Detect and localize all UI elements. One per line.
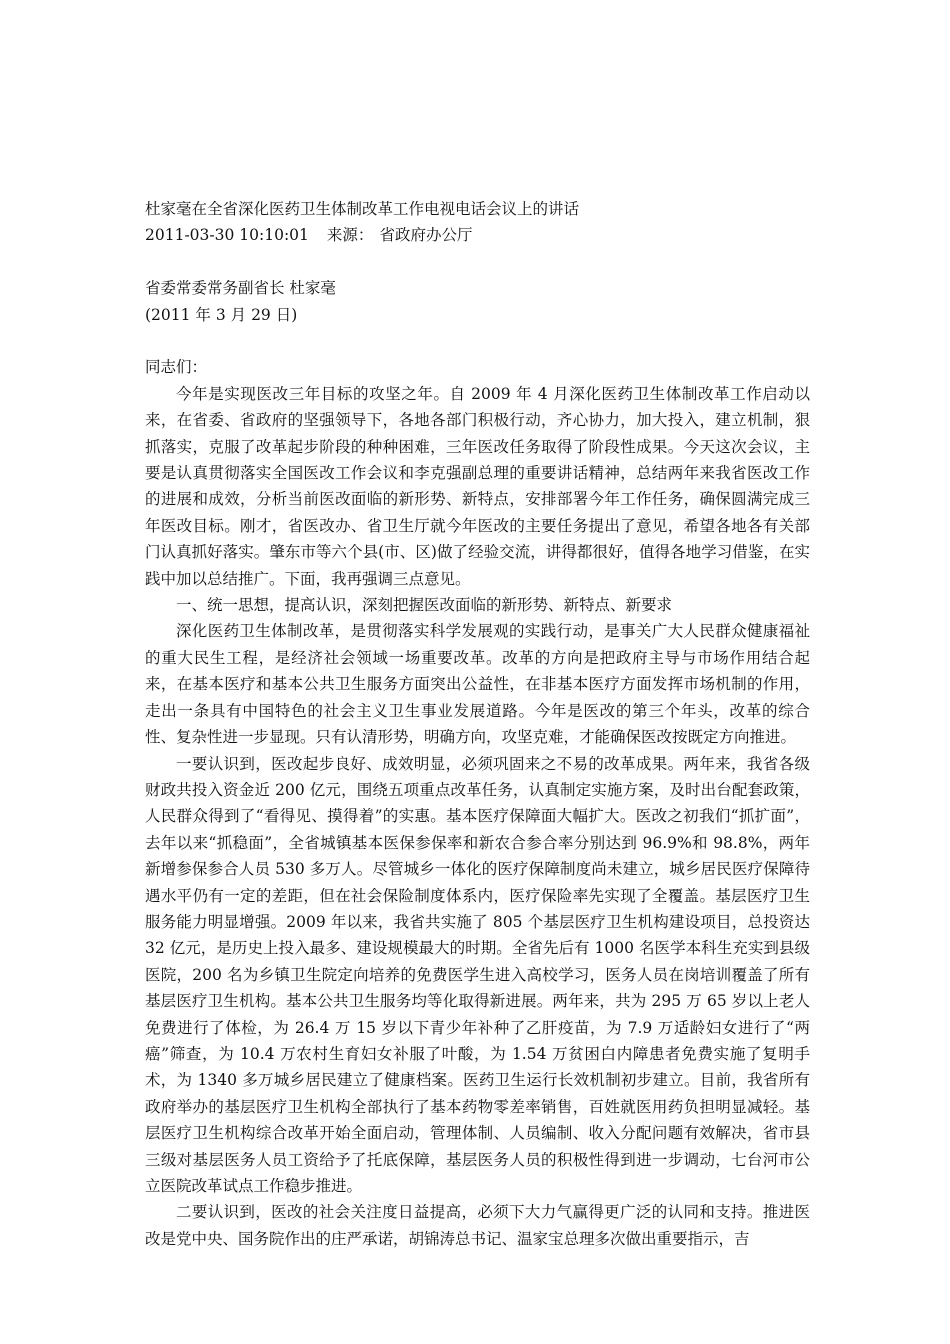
speech-date: (2011 年 3 月 29 日) <box>145 305 298 324</box>
source-value: 省政府办公厅 <box>379 226 473 245</box>
paragraph-reform-meaning: 深化医药卫生体制改革，是贯彻落实科学发展观的实践行动，是事关广大人民群众健康福祉的重大民生工程，是经济社会领域一场重要改革。改革的方向是把政府主导与市场作用结合起来，在基本医疗和基本公共卫生服务方面突出公益性，在非基本医疗方面发挥市场机制的作用，走出一条具有中国特色的社会主义卫生事业发展道路。今年是医改的第三个年头，改革的综合性、复杂性进一步显现。只有认清形势，明确方向，攻坚克难，才能确保医改按既定方向推进。 <box>145 622 810 747</box>
section-heading-1: 一、统一思想，提高认识，深刻把握医改面临的新形势、新特点、新要求 <box>176 596 673 615</box>
document-title: 杜家毫在全省深化医药卫生体制改革工作电视电话会议上的讲话 <box>145 200 580 218</box>
salutation: 同志们： <box>145 358 208 377</box>
document-page <box>145 196 810 1252</box>
document-meta <box>145 222 810 248</box>
speaker-line: 省委常委常务副省长 杜家毫 <box>145 279 336 298</box>
spacer <box>145 249 810 275</box>
source-label: 来源： <box>326 226 374 245</box>
paragraph-intro: 今年是实现医改三年目标的攻坚之年。自 2009 年 4 月深化医药卫生体制改革工作启动以来，在省委、省政府的坚强领导下，各地各部门积极行动，齐心协力，加大投入，建立机制，狠抓落实，克服了改革起步阶段的种种困难，三年医改任务取得了阶段性成果。今天这次会议，主要是认真贯彻落实全国医改工作会议和李克强副总理的重要讲话精神，总结两年来我省医改工作的进展和成效，分析当前医改面临的新形势、新特点，安排部署今年工作任务，确保圆满完成三年医改目标。刚才，省医改办、省卫生厅就今年医改的主要任务提出了意见，希望各地各有关部门认真抓好落实。肇东市等六个县(市、区)做了经验交流，讲得都很好，值得各地学习借鉴，在实践中加以总结推广。下面，我再强调三点意见。 <box>145 384 810 588</box>
publish-datetime: 2011-03-30 10:10:01 <box>145 226 309 245</box>
paragraph-achievements: 一要认识到，医改起步良好、成效明显，必须巩固来之不易的改革成果。两年来，我省各级财政共投入资金近 200 亿元，围绕五项重点改革任务，认真制定实施方案，及时出台配套政策，人民群众得到了“看得见、摸得着”的实惠。基本医疗保障面大幅扩大。医改之初我们“抓扩面”，去年以来“抓稳面”，全省城镇基本医保参保率和新农合参合率分别达到 96.9%和 98.8%，两年新增参保参合人员 530 多万人。尽管城乡一体化的医疗保障制度尚未建立，城乡居民医疗保障待遇水平仍有一定的差距，但在社会保险制度体系内，医疗保险率先实现了全覆盖。基层医疗卫生服务能力明显增强。2009 年以来，我省共实施了 805 个基层医疗卫生机构建设项目，总投资达 32 亿元，是历史上投入最多、建设规模最大的时期。全省先后有 1000 名医学本科生充实到县级医院，200 名为乡镇卫生院定向培养的免费医学生进入高校学习，医务人员在岗培训覆盖了所有基层医疗卫生机构。基本公共卫生服务均等化取得新进展。两年来，共为 295 万 65 岁以上老人免费进行了体检，为 26.4 万 15 岁以下青少年补种了乙肝疫苗，为 7.9 万适龄妇女进行了“两癌”筛查，为 10.4 万农村生育妇女补服了叶酸，为 1.54 万贫困白内障患者免费实施了复明手术，为 1340 多万城乡居民建立了健康档案。医药卫生运行长效机制初步建立。目前，我省所有政府举办的基层医疗卫生机构全部执行了基本药物零差率销售，百姓就医用药负担明显减轻。基层医疗卫生机构综合改革开始全面启动，管理体制、人员编制、收入分配问题有效解决，省市县三级对基层医务人员工资给予了托底保障，基层医务人员的积极性得到进一步调动，七台河市公立医院改革试点工作稳步推进。 <box>145 754 810 1195</box>
paragraph-social-attention: 二要认识到，医改的社会关注度日益提高，必须下大力气赢得更广泛的认同和支持。推进医改是党中央、国务院作出的庄严承诺，胡锦涛总书记、温家宝总理多次做出重要指示，吉 <box>145 1203 810 1248</box>
spacer <box>145 328 810 354</box>
